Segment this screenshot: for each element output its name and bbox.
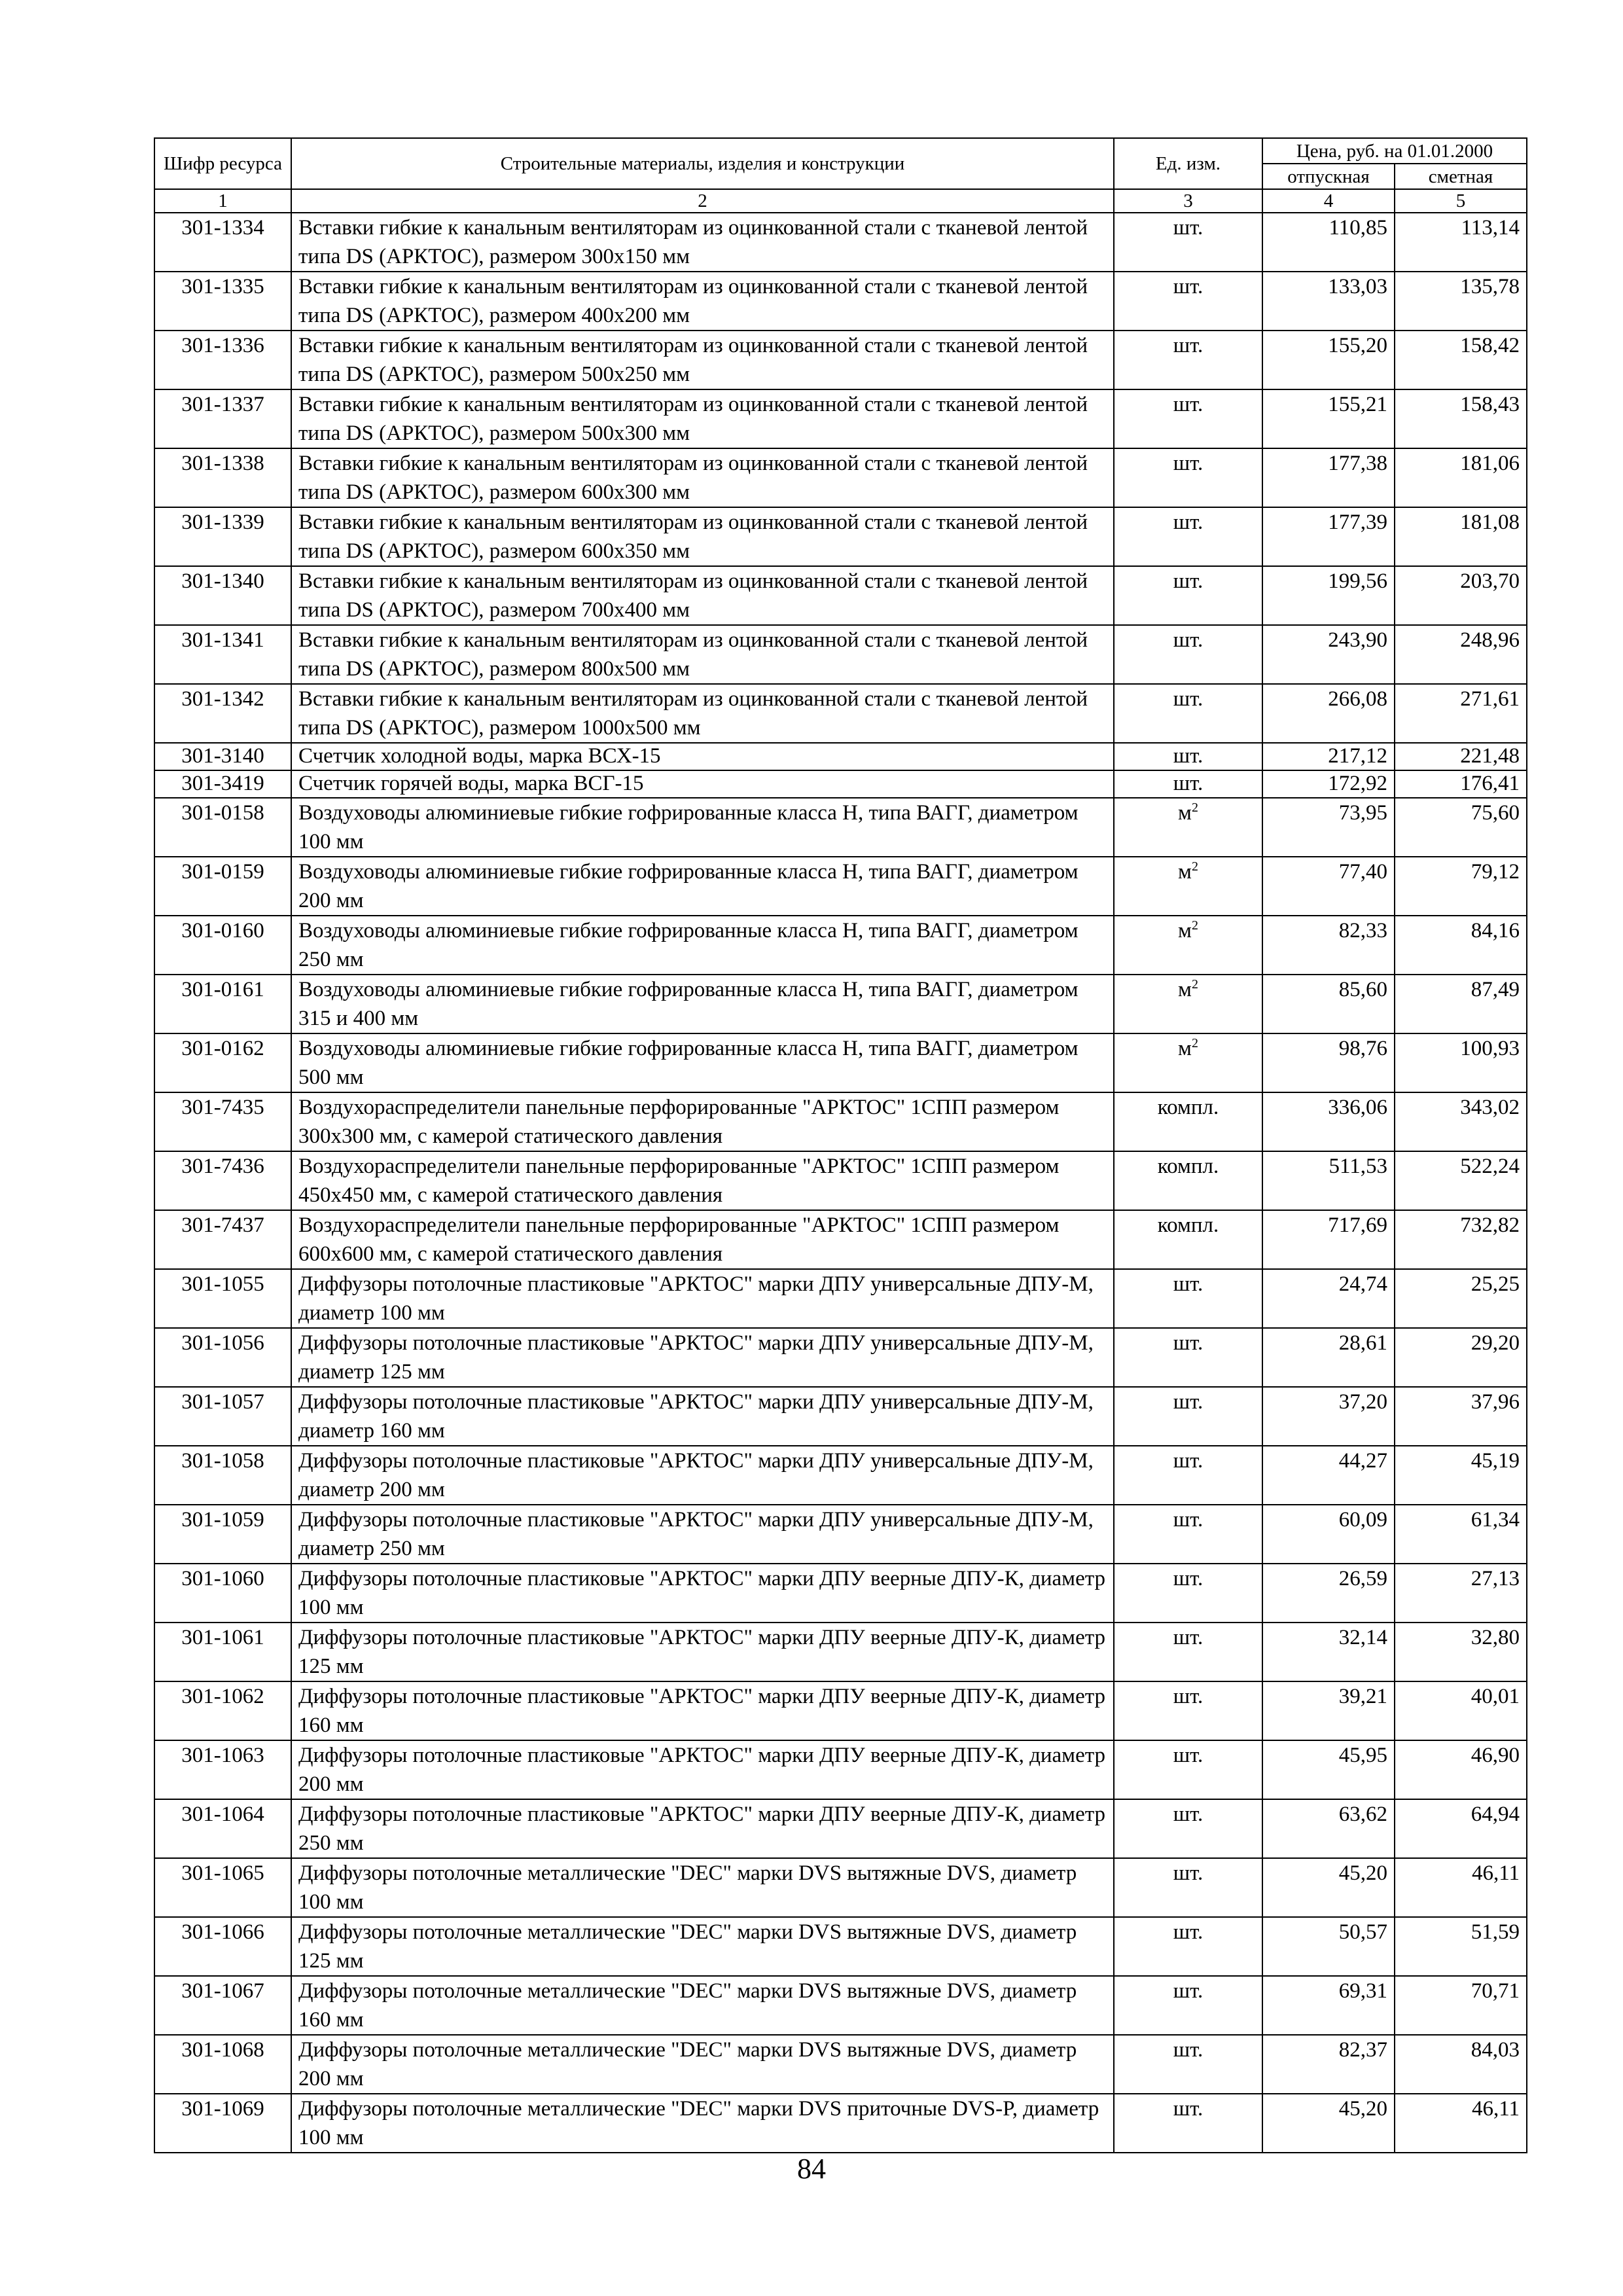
table-row — [154, 1740, 1527, 1799]
unit: шт. — [1114, 2035, 1262, 2094]
release-price: 60,09 — [1262, 1505, 1395, 1564]
table-row — [154, 566, 1527, 625]
unit: шт. — [1114, 1446, 1262, 1505]
unit: шт. — [1114, 1269, 1262, 1328]
table-row — [154, 1210, 1527, 1269]
resource-code: 301-1061 — [154, 1623, 291, 1681]
table-body — [154, 213, 1527, 2153]
unit: шт. — [1114, 1387, 1262, 1446]
estimate-price: 70,71 — [1395, 1976, 1527, 2035]
header-code: Шифр ресурса — [154, 138, 291, 189]
release-price: 336,06 — [1262, 1092, 1395, 1151]
estimate-price: 46,90 — [1395, 1740, 1527, 1799]
release-price: 45,20 — [1262, 1858, 1395, 1917]
release-price: 45,95 — [1262, 1740, 1395, 1799]
resource-code: 301-1057 — [154, 1387, 291, 1446]
estimate-price: 158,42 — [1395, 331, 1527, 389]
unit: шт. — [1114, 213, 1262, 272]
unit: шт. — [1114, 2094, 1262, 2153]
release-price: 85,60 — [1262, 975, 1395, 1033]
unit: шт. — [1114, 1858, 1262, 1917]
unit: шт. — [1114, 331, 1262, 389]
table-row — [154, 684, 1527, 743]
unit-exponent: 2 — [1191, 918, 1198, 933]
header-release-price: отпускная — [1262, 164, 1395, 189]
estimate-price: 51,59 — [1395, 1917, 1527, 1976]
unit: шт. — [1114, 1740, 1262, 1799]
column-number: 2 — [291, 189, 1114, 213]
estimate-price: 40,01 — [1395, 1681, 1527, 1740]
unit — [1114, 1033, 1262, 1092]
release-price: 155,21 — [1262, 389, 1395, 448]
unit — [1114, 975, 1262, 1033]
table-row — [154, 1033, 1527, 1092]
resource-code: 301-3419 — [154, 770, 291, 798]
material-name: Диффузоры потолочные пластиковые "АРКТОС" марки ДПУ универсальные ДПУ-М, диаметр 125 мм — [291, 1328, 1114, 1387]
estimate-price: 271,61 — [1395, 684, 1527, 743]
resource-code: 301-1340 — [154, 566, 291, 625]
resource-code: 301-1068 — [154, 2035, 291, 2094]
resource-code: 301-1069 — [154, 2094, 291, 2153]
unit: шт. — [1114, 272, 1262, 331]
table-row — [154, 448, 1527, 507]
unit: шт. — [1114, 684, 1262, 743]
table-row — [154, 1681, 1527, 1740]
table-row — [154, 1505, 1527, 1564]
estimate-price: 135,78 — [1395, 272, 1527, 331]
unit-base: м — [1178, 919, 1192, 942]
table-row — [154, 916, 1527, 975]
estimate-price: 46,11 — [1395, 2094, 1527, 2153]
resource-code: 301-7435 — [154, 1092, 291, 1151]
column-number: 5 — [1395, 189, 1527, 213]
table-row — [154, 1858, 1527, 1917]
resource-code: 301-0158 — [154, 798, 291, 857]
material-name: Вставки гибкие к канальным вентиляторам из оцинкованной стали с тканевой лентой типа DS (АРКТОС), размером 300х150 мм — [291, 213, 1114, 272]
material-name: Диффузоры потолочные пластиковые "АРКТОС" марки ДПУ веерные ДПУ-К, диаметр 100 мм — [291, 1564, 1114, 1623]
estimate-price: 158,43 — [1395, 389, 1527, 448]
estimate-price: 25,25 — [1395, 1269, 1527, 1328]
material-name: Диффузоры потолочные металлические "DEC" марки DVS вытяжные DVS, диаметр 160 мм — [291, 1976, 1114, 2035]
unit: компл. — [1114, 1151, 1262, 1210]
material-name: Диффузоры потолочные металлические "DEC" марки DVS вытяжные DVS, диаметр 200 мм — [291, 2035, 1114, 2094]
material-name: Диффузоры потолочные пластиковые "АРКТОС" марки ДПУ веерные ДПУ-К, диаметр 160 мм — [291, 1681, 1114, 1740]
unit-base: м — [1178, 1037, 1192, 1060]
table-row — [154, 743, 1527, 770]
unit: шт. — [1114, 389, 1262, 448]
table-row — [154, 213, 1527, 272]
material-name: Диффузоры потолочные пластиковые "АРКТОС" марки ДПУ универсальные ДПУ-М, диаметр 200 мм — [291, 1446, 1114, 1505]
material-name: Вставки гибкие к канальным вентиляторам из оцинкованной стали с тканевой лентой типа DS (АРКТОС), размером 700х400 мм — [291, 566, 1114, 625]
resource-code: 301-1064 — [154, 1799, 291, 1858]
table-row — [154, 389, 1527, 448]
table-row — [154, 1976, 1527, 2035]
unit: шт. — [1114, 1681, 1262, 1740]
header-material: Строительные материалы, изделия и конструкции — [291, 138, 1114, 189]
release-price: 77,40 — [1262, 857, 1395, 916]
estimate-price: 32,80 — [1395, 1623, 1527, 1681]
resource-code: 301-1060 — [154, 1564, 291, 1623]
estimate-price: 343,02 — [1395, 1092, 1527, 1151]
release-price: 44,27 — [1262, 1446, 1395, 1505]
material-name: Счетчик холодной воды, марка ВСХ-15 — [291, 743, 1114, 770]
estimate-price: 46,11 — [1395, 1858, 1527, 1917]
material-name: Воздуховоды алюминиевые гибкие гофрированные класса Н, типа ВАГГ, диаметром 200 мм — [291, 857, 1114, 916]
estimate-price: 37,96 — [1395, 1387, 1527, 1446]
release-price: 110,85 — [1262, 213, 1395, 272]
estimate-price: 45,19 — [1395, 1446, 1527, 1505]
material-name: Воздухораспределители панельные перфорированные "АРКТОС" 1СПП размером 600х600 мм, с камерой статического давления — [291, 1210, 1114, 1269]
unit-exponent: 2 — [1191, 859, 1198, 874]
estimate-price: 221,48 — [1395, 743, 1527, 770]
unit: компл. — [1114, 1210, 1262, 1269]
unit — [1114, 857, 1262, 916]
resource-code: 301-1059 — [154, 1505, 291, 1564]
estimate-price: 75,60 — [1395, 798, 1527, 857]
estimate-price: 113,14 — [1395, 213, 1527, 272]
estimate-price: 61,34 — [1395, 1505, 1527, 1564]
table-row — [154, 975, 1527, 1033]
estimate-price: 100,93 — [1395, 1033, 1527, 1092]
table-row — [154, 1387, 1527, 1446]
unit-exponent: 2 — [1191, 977, 1198, 992]
resource-code: 301-1056 — [154, 1328, 291, 1387]
resource-code: 301-3140 — [154, 743, 291, 770]
release-price: 28,61 — [1262, 1328, 1395, 1387]
resource-code: 301-1341 — [154, 625, 291, 684]
release-price: 50,57 — [1262, 1917, 1395, 1976]
unit: шт. — [1114, 625, 1262, 684]
resource-code: 301-1066 — [154, 1917, 291, 1976]
resource-code: 301-1065 — [154, 1858, 291, 1917]
material-name: Диффузоры потолочные металлические "DEC" марки DVS приточные DVS-P, диаметр 100 мм — [291, 2094, 1114, 2153]
estimate-price: 84,16 — [1395, 916, 1527, 975]
resource-code: 301-7437 — [154, 1210, 291, 1269]
resource-code: 301-7436 — [154, 1151, 291, 1210]
resource-code: 301-1336 — [154, 331, 291, 389]
material-name: Воздуховоды алюминиевые гибкие гофрированные класса Н, типа ВАГГ, диаметром 100 мм — [291, 798, 1114, 857]
release-price: 217,12 — [1262, 743, 1395, 770]
unit: шт. — [1114, 1976, 1262, 2035]
release-price: 73,95 — [1262, 798, 1395, 857]
material-name: Диффузоры потолочные пластиковые "АРКТОС" марки ДПУ универсальные ДПУ-М, диаметр 250 мм — [291, 1505, 1114, 1564]
table-row — [154, 2094, 1527, 2153]
unit: шт. — [1114, 1564, 1262, 1623]
table-row — [154, 1151, 1527, 1210]
release-price: 37,20 — [1262, 1387, 1395, 1446]
material-name: Вставки гибкие к канальным вентиляторам из оцинкованной стали с тканевой лентой типа DS (АРКТОС), размером 1000х500 мм — [291, 684, 1114, 743]
unit — [1114, 798, 1262, 857]
unit-exponent: 2 — [1191, 800, 1198, 815]
material-name: Счетчик горячей воды, марка ВСГ-15 — [291, 770, 1114, 798]
estimate-price: 732,82 — [1395, 1210, 1527, 1269]
unit: шт. — [1114, 1799, 1262, 1858]
estimate-price: 181,08 — [1395, 507, 1527, 566]
table-row — [154, 507, 1527, 566]
material-name: Вставки гибкие к канальным вентиляторам из оцинкованной стали с тканевой лентой типа DS (АРКТОС), размером 800х500 мм — [291, 625, 1114, 684]
estimate-price: 181,06 — [1395, 448, 1527, 507]
resource-code: 301-1337 — [154, 389, 291, 448]
column-number: 3 — [1114, 189, 1262, 213]
resource-code: 301-1334 — [154, 213, 291, 272]
unit: шт. — [1114, 1328, 1262, 1387]
table-row — [154, 1269, 1527, 1328]
unit: шт. — [1114, 743, 1262, 770]
estimate-price: 27,13 — [1395, 1564, 1527, 1623]
resource-code: 301-1062 — [154, 1681, 291, 1740]
unit — [1114, 916, 1262, 975]
release-price: 82,37 — [1262, 2035, 1395, 2094]
resource-code: 301-1338 — [154, 448, 291, 507]
table-row — [154, 798, 1527, 857]
resource-code: 301-1335 — [154, 272, 291, 331]
unit: шт. — [1114, 566, 1262, 625]
estimate-price: 84,03 — [1395, 2035, 1527, 2094]
material-name: Вставки гибкие к канальным вентиляторам из оцинкованной стали с тканевой лентой типа DS (АРКТОС), размером 400х200 мм — [291, 272, 1114, 331]
material-name: Вставки гибкие к канальным вентиляторам из оцинкованной стали с тканевой лентой типа DS (АРКТОС), размером 500х300 мм — [291, 389, 1114, 448]
material-name: Воздуховоды алюминиевые гибкие гофрированные класса Н, типа ВАГГ, диаметром 500 мм — [291, 1033, 1114, 1092]
table-row — [154, 2035, 1527, 2094]
resource-code: 301-1339 — [154, 507, 291, 566]
release-price: 82,33 — [1262, 916, 1395, 975]
resource-code: 301-0162 — [154, 1033, 291, 1092]
estimate-price: 87,49 — [1395, 975, 1527, 1033]
column-number: 1 — [154, 189, 291, 213]
resource-code: 301-0159 — [154, 857, 291, 916]
unit: шт. — [1114, 770, 1262, 798]
material-name: Вставки гибкие к канальным вентиляторам из оцинкованной стали с тканевой лентой типа DS (АРКТОС), размером 500х250 мм — [291, 331, 1114, 389]
release-price: 199,56 — [1262, 566, 1395, 625]
resource-code: 301-1063 — [154, 1740, 291, 1799]
table-row — [154, 1446, 1527, 1505]
release-price: 32,14 — [1262, 1623, 1395, 1681]
table-row — [154, 770, 1527, 798]
material-name: Диффузоры потолочные металлические "DEC" марки DVS вытяжные DVS, диаметр 100 мм — [291, 1858, 1114, 1917]
table-row — [154, 1564, 1527, 1623]
release-price: 39,21 — [1262, 1681, 1395, 1740]
release-price: 26,59 — [1262, 1564, 1395, 1623]
resource-code: 301-1342 — [154, 684, 291, 743]
table-row — [154, 1623, 1527, 1681]
table-row — [154, 625, 1527, 684]
column-number: 4 — [1262, 189, 1395, 213]
unit: компл. — [1114, 1092, 1262, 1151]
estimate-price: 522,24 — [1395, 1151, 1527, 1210]
material-name: Диффузоры потолочные пластиковые "АРКТОС" марки ДПУ веерные ДПУ-К, диаметр 125 мм — [291, 1623, 1114, 1681]
material-name: Воздуховоды алюминиевые гибкие гофрированные класса Н, типа ВАГГ, диаметром 315 и 400 мм — [291, 975, 1114, 1033]
material-name: Диффузоры потолочные пластиковые "АРКТОС" марки ДПУ универсальные ДПУ-М, диаметр 100 мм — [291, 1269, 1114, 1328]
material-name: Диффузоры потолочные пластиковые "АРКТОС" марки ДПУ веерные ДПУ-К, диаметр 250 мм — [291, 1799, 1114, 1858]
resource-code: 301-1067 — [154, 1976, 291, 2035]
unit-base: м — [1178, 978, 1192, 1001]
table-row — [154, 857, 1527, 916]
resource-code: 301-1055 — [154, 1269, 291, 1328]
unit: шт. — [1114, 448, 1262, 507]
release-price: 172,92 — [1262, 770, 1395, 798]
resource-code: 301-0161 — [154, 975, 291, 1033]
unit: шт. — [1114, 1505, 1262, 1564]
estimate-price: 248,96 — [1395, 625, 1527, 684]
table-row — [154, 1092, 1527, 1151]
table-row — [154, 331, 1527, 389]
unit: шт. — [1114, 1623, 1262, 1681]
table-row — [154, 1328, 1527, 1387]
release-price: 177,38 — [1262, 448, 1395, 507]
release-price: 717,69 — [1262, 1210, 1395, 1269]
table-row — [154, 1799, 1527, 1858]
release-price: 69,31 — [1262, 1976, 1395, 2035]
table-row — [154, 1917, 1527, 1976]
price-table — [154, 137, 1527, 2153]
resource-code: 301-0160 — [154, 916, 291, 975]
estimate-price: 176,41 — [1395, 770, 1527, 798]
material-name: Воздухораспределители панельные перфорированные "АРКТОС" 1СПП размером 450х450 мм, с камерой статического давления — [291, 1151, 1114, 1210]
unit-exponent: 2 — [1191, 1036, 1198, 1050]
release-price: 266,08 — [1262, 684, 1395, 743]
release-price: 243,90 — [1262, 625, 1395, 684]
material-name: Воздухораспределители панельные перфорированные "АРКТОС" 1СПП размером 300х300 мм, с камерой статического давления — [291, 1092, 1114, 1151]
material-name: Диффузоры потолочные металлические "DEC" марки DVS вытяжные DVS, диаметр 125 мм — [291, 1917, 1114, 1976]
unit-base: м — [1178, 860, 1192, 884]
material-name: Воздуховоды алюминиевые гибкие гофрированные класса Н, типа ВАГГ, диаметром 250 мм — [291, 916, 1114, 975]
header-unit: Ед. изм. — [1114, 138, 1262, 189]
estimate-price: 79,12 — [1395, 857, 1527, 916]
release-price: 177,39 — [1262, 507, 1395, 566]
release-price: 45,20 — [1262, 2094, 1395, 2153]
header-price: Цена, руб. на 01.01.2000 — [1262, 138, 1527, 164]
estimate-price: 64,94 — [1395, 1799, 1527, 1858]
header-estimate-price: сметная — [1395, 164, 1527, 189]
estimate-price: 29,20 — [1395, 1328, 1527, 1387]
release-price: 133,03 — [1262, 272, 1395, 331]
release-price: 511,53 — [1262, 1151, 1395, 1210]
resource-code: 301-1058 — [154, 1446, 291, 1505]
release-price: 24,74 — [1262, 1269, 1395, 1328]
material-name: Вставки гибкие к канальным вентиляторам из оцинкованной стали с тканевой лентой типа DS (АРКТОС), размером 600х300 мм — [291, 448, 1114, 507]
estimate-price: 203,70 — [1395, 566, 1527, 625]
unit: шт. — [1114, 1917, 1262, 1976]
unit-base: м — [1178, 801, 1192, 825]
release-price: 155,20 — [1262, 331, 1395, 389]
unit: шт. — [1114, 507, 1262, 566]
material-name: Диффузоры потолочные пластиковые "АРКТОС" марки ДПУ веерные ДПУ-К, диаметр 200 мм — [291, 1740, 1114, 1799]
page-number: 84 — [797, 2153, 826, 2185]
material-name: Диффузоры потолочные пластиковые "АРКТОС" марки ДПУ универсальные ДПУ-М, диаметр 160 мм — [291, 1387, 1114, 1446]
release-price: 63,62 — [1262, 1799, 1395, 1858]
material-name: Вставки гибкие к канальным вентиляторам из оцинкованной стали с тканевой лентой типа DS (АРКТОС), размером 600х350 мм — [291, 507, 1114, 566]
table-row — [154, 272, 1527, 331]
release-price: 98,76 — [1262, 1033, 1395, 1092]
